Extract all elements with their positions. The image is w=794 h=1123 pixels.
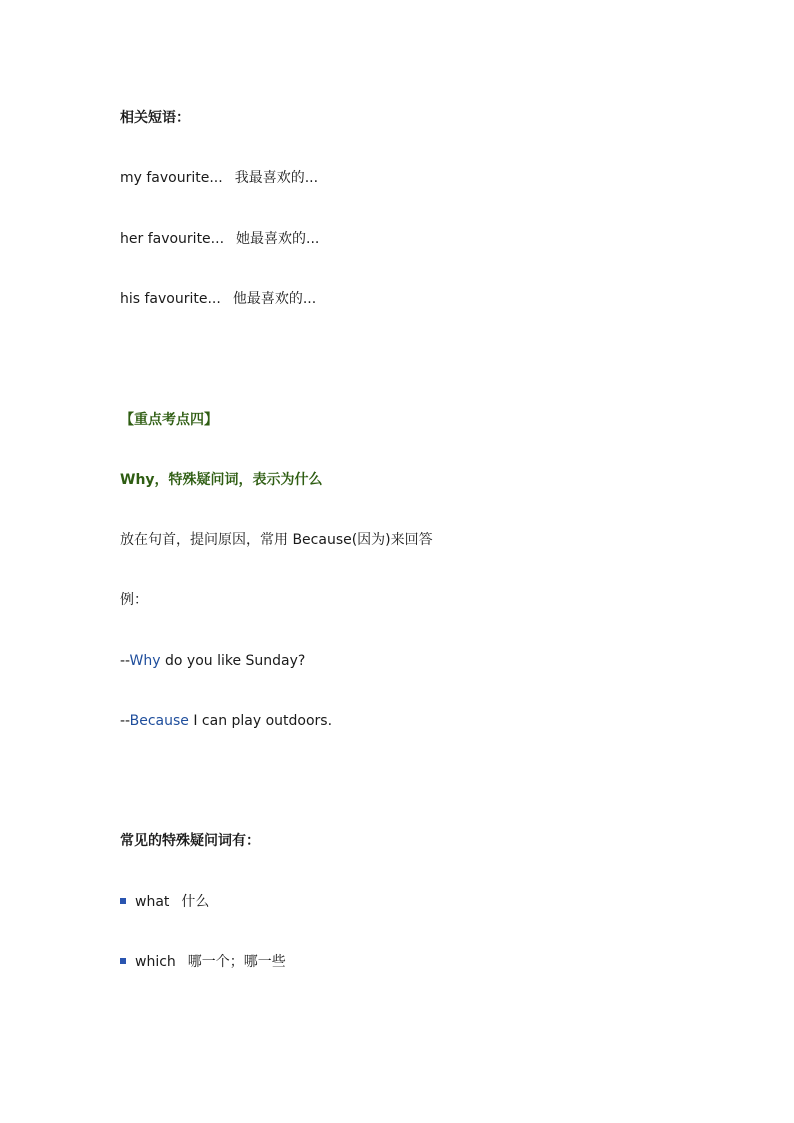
answer-keyword: Because [129,713,189,729]
phrase-zh: 他最喜欢的... [232,291,317,307]
square-bullet-icon [120,898,126,904]
question-word-zh: 什么 [181,894,210,910]
answer-rest: I can play outdoors. [188,713,333,729]
answer-prefix: -- [120,713,130,729]
question-prefix: -- [120,653,130,669]
keypoint-title: 【重点考点四】 [120,412,218,428]
question-words-heading: 常见的特殊疑问词有： [120,833,260,849]
list-item [120,952,286,972]
phrase-en: my favourite... [120,170,223,186]
list-item [120,892,209,912]
phrases-heading: 相关短语： [120,110,190,126]
square-bullet-icon [120,958,126,964]
example-label: 例： [120,592,148,608]
phrase-item [120,168,318,188]
question-word-en: what [135,894,170,910]
phrase-zh: 我最喜欢的... [234,170,319,186]
example-question [120,651,305,671]
phrase-item [120,289,316,309]
example-answer [120,711,332,731]
question-word-en: which [135,954,176,970]
phrase-en: her favourite... [120,231,225,247]
phrase-item [120,229,319,249]
question-word-zh: 哪一个；哪一些 [187,954,286,970]
phrase-zh: 她最喜欢的... [236,231,320,247]
phrase-en: his favourite... [120,291,221,307]
question-rest: do you like Sunday? [160,653,306,669]
keypoint-subtitle: Why，特殊疑问词，表示为什么 [120,472,323,488]
keypoint-explanation: 放在句首，提问原因，常用 Because(因为)来回答 [120,532,433,548]
question-keyword: Why [129,653,161,669]
